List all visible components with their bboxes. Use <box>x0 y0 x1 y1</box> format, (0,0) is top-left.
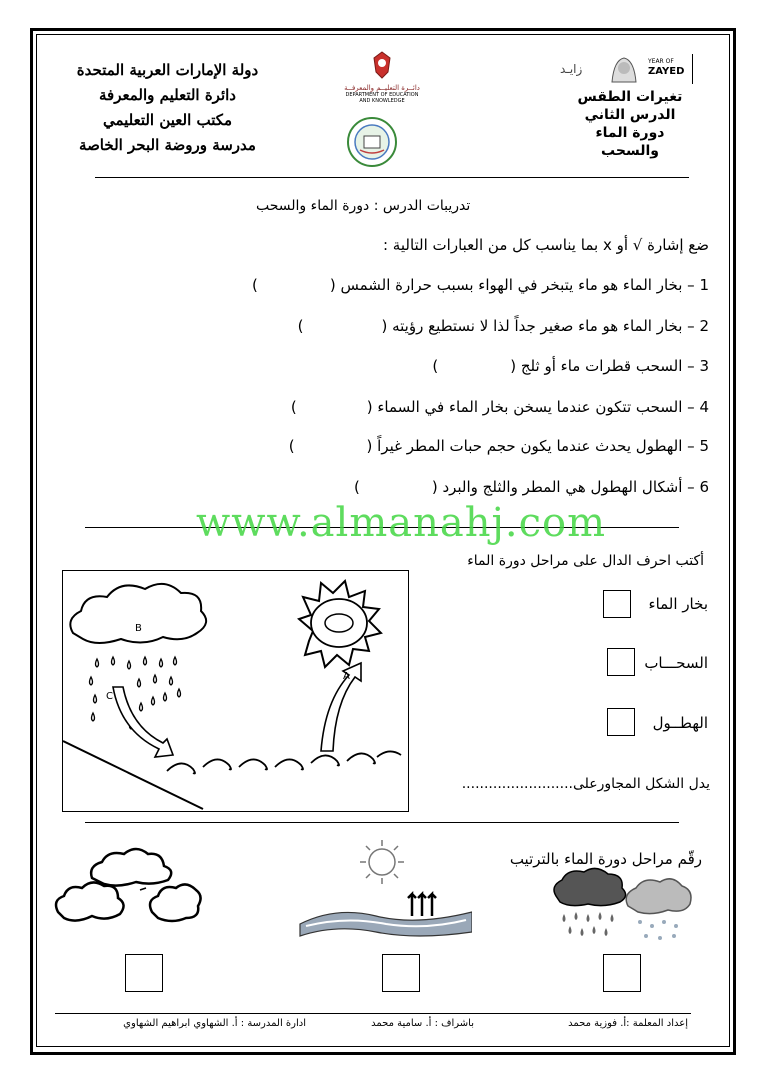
lesson-number: الدرس الثاني <box>584 107 676 123</box>
statement-3 <box>432 357 709 375</box>
footer-teacher: إعداد المعلمة :أ. فوزية محمد <box>568 1018 688 1029</box>
section-divider-2 <box>85 822 679 823</box>
order-box-rain[interactable] <box>603 954 641 992</box>
sun-icon <box>299 581 381 667</box>
school-seal <box>346 116 398 168</box>
statement-5-close: ) <box>288 437 295 455</box>
evaporation-image <box>296 832 472 940</box>
figure-indicates-line: يدل الشكل المجاورعلى......................... <box>461 776 710 792</box>
statement-6-close: ) <box>353 478 360 496</box>
adek-logo-text-ar: دائــرة التعليــم والمعرفــة <box>344 84 420 92</box>
snow-dots-icon <box>638 920 678 940</box>
rain-clouds-image <box>548 866 694 946</box>
statement-4-close: ) <box>290 398 297 416</box>
footer-divider <box>55 1013 691 1014</box>
adek-logo <box>332 50 432 114</box>
year-of-zayed-logo <box>560 52 695 86</box>
statement-6-text: 6 – أشكال الهطول هي المطر والثلج والبرد ( <box>431 478 709 496</box>
clouds-image <box>52 842 202 932</box>
country-line: دولة الإمارات العربية المتحدة <box>76 61 259 79</box>
statement-5-text: 5 – الهطول يحدث عندما يكون حجم حبات المطر غيراً ( <box>366 437 709 455</box>
footer-supervision: باشراف : أ. سامية محمد <box>371 1018 474 1029</box>
portrait-icon <box>606 52 642 86</box>
water-cycle-drawing <box>63 571 408 811</box>
zayed-logo-text-ar: زايـد <box>560 62 583 76</box>
raindrops-dark-icon <box>563 912 614 936</box>
footer-administration: ادارة المدرسة : أ. الشهاوي ابراهيم الشهاوي <box>123 1018 306 1029</box>
office-line: مكتب العين التعليمي <box>102 111 233 129</box>
statement-5 <box>289 437 709 455</box>
statement-2 <box>298 317 709 335</box>
statement-2-text: 2 – بخار الماء هو ماء صغير جداً لذا لا نستطيع رؤيته ( <box>381 317 709 335</box>
school-line: مدرسة وروضة البحر الخاصة <box>79 136 256 154</box>
answer-box-clouds[interactable] <box>607 648 635 676</box>
label-clouds: السحـــاب <box>644 654 708 672</box>
school-info <box>60 58 275 158</box>
arrow-a-icon <box>321 663 361 751</box>
lesson-title <box>560 88 700 160</box>
zayed-logo-text-en1: YEAR OF <box>648 58 674 65</box>
department-line: دائرة التعليم والمعرفة <box>99 86 236 104</box>
statement-4-text: 4 – السحب تتكون عندما يسخن بخار الماء في السماء ( <box>366 398 709 416</box>
unit-title: تغيرات الطقس <box>577 89 683 105</box>
zayed-logo-divider <box>692 54 693 84</box>
rain-clouds-icon <box>548 866 694 946</box>
water-cycle-diagram <box>62 570 409 812</box>
statement-1-text: 1 – بخار الماء هو ماء يتبخر في الهواء بسبب حرارة الشمس ( <box>329 276 709 294</box>
answer-box-water-vapor[interactable] <box>603 590 631 618</box>
order-box-evaporation[interactable] <box>382 954 420 992</box>
zayed-logo-text-en2: ZAYED <box>648 66 685 77</box>
order-box-clouds[interactable] <box>125 954 163 992</box>
header-divider <box>95 177 689 178</box>
small-sun-icon <box>360 840 404 884</box>
statement-2-close: ) <box>297 317 304 335</box>
diagram-letter-b: B <box>135 623 142 634</box>
cloud-icon <box>70 584 206 643</box>
statement-4 <box>291 398 709 416</box>
diagram-letter-a: A <box>343 671 350 682</box>
lesson-name-2: والسحب <box>601 143 659 159</box>
watermark: www.almanahj.com <box>196 500 607 546</box>
label-precipitation: الهطــول <box>652 714 708 732</box>
waves-icon <box>167 751 401 773</box>
statement-1-close: ) <box>251 276 258 294</box>
section3-title: رقّم مراحل دورة الماء بالترتيب <box>509 850 702 868</box>
exercise-title: تدريبات الدرس : دورة الماء والسحب <box>256 198 471 214</box>
instruction: ضع إشارة √ أو x بما يناسب كل من العبارات التالية : <box>382 236 709 254</box>
emblem-icon <box>370 50 394 80</box>
label-water-vapor: بخار الماء <box>648 595 708 613</box>
section2-title: أكتب احرف الدال على مراحل دورة الماء <box>467 553 704 569</box>
statement-6 <box>354 478 709 496</box>
school-seal-icon <box>346 116 398 168</box>
lesson-name-1: دورة الماء <box>595 125 665 141</box>
statement-3-close: ) <box>432 357 439 375</box>
rising-arrows-icon <box>408 894 436 916</box>
evaporation-icon <box>296 832 472 940</box>
adek-logo-text-en1: DEPARTMENT OF EDUCATION <box>345 92 419 98</box>
clouds-icon <box>52 842 202 932</box>
diagram-letter-c: C <box>106 691 113 702</box>
statement-1 <box>252 276 709 294</box>
statement-3-text: 3 – السحب قطرات ماء أو ثلج ( <box>510 357 709 375</box>
adek-logo-text-en2: AND KNOWLEDGE <box>359 98 405 104</box>
ground-line <box>63 741 203 809</box>
answer-box-precipitation[interactable] <box>607 708 635 736</box>
